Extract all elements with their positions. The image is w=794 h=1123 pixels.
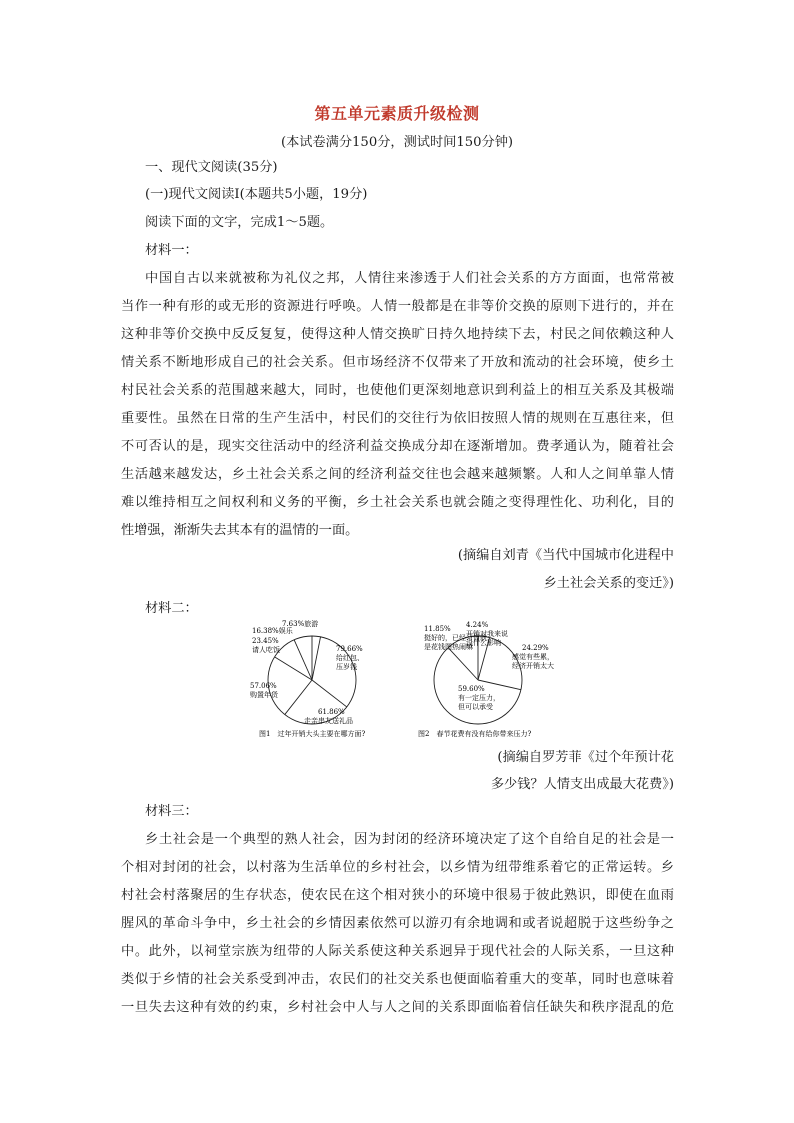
- source-citation: (摘编自罗芳菲《过个年预计花: [497, 750, 674, 765]
- material-one-line: 当作一种有形的或无形的资源进行呼唤。人情一般都是在非等价交换的原则下进行的，并在: [121, 299, 674, 314]
- slice-label: 16.38%娱乐: [252, 627, 293, 635]
- material-three-line: 个相对封闭的社会，以村落为生活单位的乡村社会，以乡情为纽带维系着它的正常运转。乡: [121, 860, 674, 875]
- material-one-line: 情关系不断地形成自己的社会关系。但市场经济不仅带来了开放和流动的社会环境，使乡土: [121, 355, 674, 370]
- slice-label: 23.45%: [252, 637, 279, 645]
- material-one-line: 性增强，渐渐失去其本有的温情的一面。: [121, 523, 359, 538]
- slice-label: 感觉有些累，: [512, 653, 554, 661]
- slice-label: 24.29%: [522, 644, 549, 652]
- slice-label: 走亲串友送礼品: [304, 717, 353, 725]
- material-two-label: 材料二：: [145, 601, 198, 616]
- material-one-label: 材料一：: [145, 243, 198, 258]
- slice-label: 57.06%: [250, 682, 277, 690]
- slice-label: 59.60%: [458, 685, 485, 693]
- material-three-line: 中。此外，以祠堂宗族为纽带的人际关系使这种关系迥异于现代社会的人际关系，一旦这种: [121, 944, 674, 959]
- source-citation: 多少钱？人情支出成最大花费》): [490, 777, 674, 792]
- slice-label: 给红包、: [336, 654, 364, 662]
- slice-label: 11.85%: [424, 625, 451, 633]
- slice-label: 但可以承受: [458, 703, 493, 711]
- instruction-text: 阅读下面的文字，完成1～5题。: [145, 215, 334, 230]
- slice-label: 经济开销太大: [512, 662, 554, 670]
- material-three-line: 类似于乡情的社会关系受到冲击，农民们的社交关系也便面临着重大的变革，同时也意味着: [121, 972, 674, 987]
- material-three-line: 腥风的革命斗争中，乡土社会的乡情因素依然可以游刃有余地调和或者说超脱于这些纷争之: [121, 916, 674, 931]
- section-heading: 一、现代文阅读(35分): [145, 160, 278, 175]
- page-title: 第五单元素质升级检测: [314, 104, 480, 123]
- subsection-heading: (一)现代文阅读Ⅰ(本题共5小题，19分): [145, 187, 368, 202]
- source-citation: 乡土社会关系的变迁》): [543, 576, 674, 591]
- charts-figure: [0, 618, 794, 743]
- exam-subtitle: (本试卷满分150分，测试时间150分钟): [280, 135, 514, 150]
- slice-label: 61.86%: [318, 708, 345, 716]
- material-one-line: 难以维持相互之间权利和义务的平衡，乡土社会关系也就会随之变得理性化、功利化，目的: [121, 495, 674, 510]
- slice-label: 79.66%: [336, 645, 363, 653]
- material-one-line: 这种非等价交换中反反复复，使得这种人情交换旷日持久地持续下去，村民之间依赖这种人: [121, 327, 674, 342]
- material-one-line: 生活越来越发达，乡土社会关系之间的经济利益交往也会越来越频繁。人和人之间单靠人情: [121, 467, 674, 482]
- slice-label: 购置年货: [250, 691, 278, 699]
- slice-label: 请人吃饭: [252, 646, 280, 654]
- material-one-line: 重要性。虽然在日常的生产生活中，村民们的交往行为依旧按照人情的规则在互惠往来，但: [121, 411, 674, 426]
- material-one-line: 中国自古以来就被称为礼仪之邦，人情往来渗透于人们社会关系的方方面面，也常常被: [145, 271, 674, 286]
- slice-label: 挺好的，已经习惯就: [424, 634, 487, 642]
- source-citation: (摘编自刘青《当代中国城市化进程中: [457, 548, 674, 563]
- material-three-line: 一旦失去这种有效的约束，乡村社会中人与人之间的关系即面临着信任缺失和秩序混乱的危: [121, 1000, 674, 1015]
- chart-caption: 图2 春节花费有没有给你带来压力?: [418, 730, 532, 738]
- slice-label: 有一定压力，: [458, 694, 500, 702]
- chart-caption: 图1 过年开销大头主要在哪方面?: [259, 730, 366, 738]
- slice-label: 压岁钱: [336, 663, 357, 671]
- material-one-line: 村民社会关系的范围越来越大，同时，也使他们更深刻地意识到利益上的相互关系及其极端: [121, 383, 674, 398]
- material-three-label: 材料三：: [145, 804, 198, 819]
- slice-label: 7.63%旅游: [282, 620, 319, 628]
- slice-label: 是花钱图热闹嘛: [424, 643, 473, 651]
- material-three-line: 乡土社会是一个典型的熟人社会，因为封闭的经济环境决定了这个自给自足的社会是一: [145, 832, 674, 847]
- slice-label: 没什么影响: [466, 639, 501, 647]
- slice-label: 开销对我来说: [466, 630, 508, 638]
- material-one-line: 不可否认的是，现实交往活动中的经济利益交换成分却在逐渐增加。费孝通认为，随着社会: [121, 439, 674, 454]
- material-three-line: 村社会村落聚居的生存状态，使农民在这个相对狭小的环境中很易于彼此熟识，即使在血雨: [121, 888, 674, 903]
- slice-label: 4.24%: [466, 621, 489, 629]
